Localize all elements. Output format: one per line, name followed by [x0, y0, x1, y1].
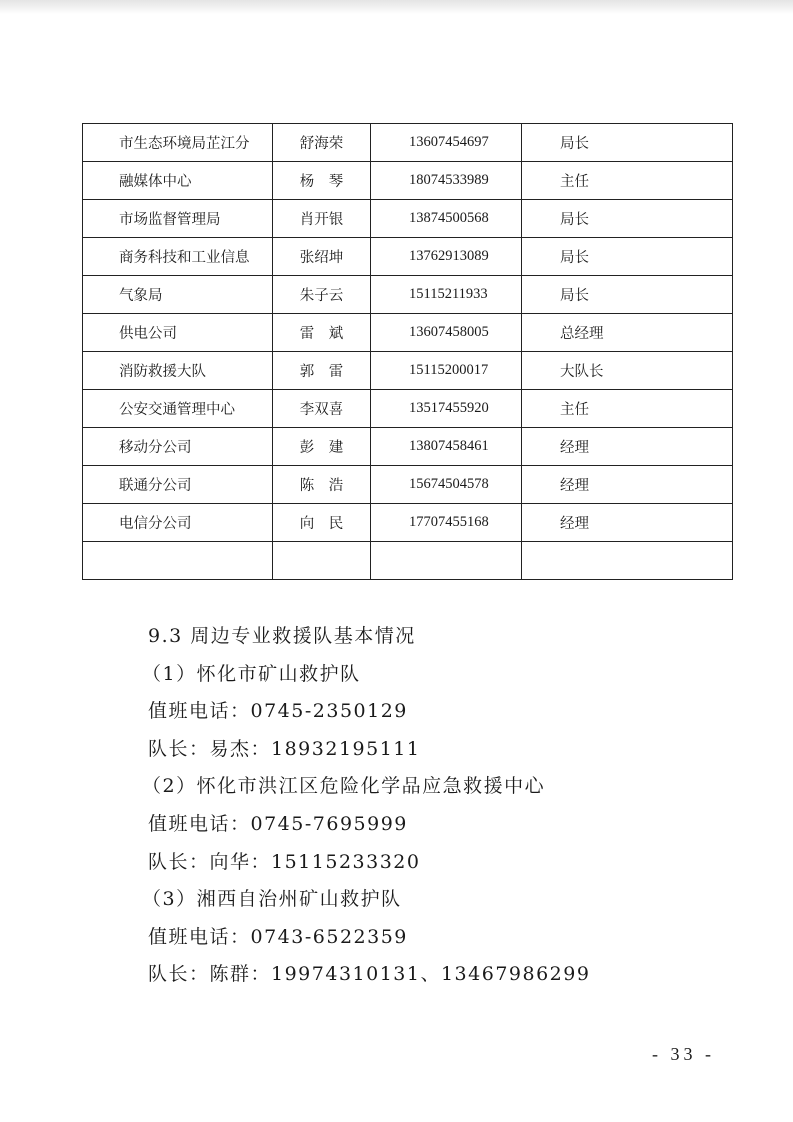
table-cell-role: 局长	[522, 200, 733, 238]
table-cell-phone	[371, 542, 522, 580]
table-cell-person: 张绍坤	[273, 238, 371, 276]
table-cell-role: 经理	[522, 428, 733, 466]
table-cell-phone: 15674504578	[371, 466, 522, 504]
page-number: - 33 -	[652, 1044, 715, 1064]
table-cell-role: 局长	[522, 238, 733, 276]
table-cell-person: 舒海荣	[273, 124, 371, 162]
table-cell-person: 李双喜	[273, 390, 371, 428]
team-duty-phone: 值班电话：0743-6522359	[148, 925, 408, 948]
table-cell-unit: 商务科技和工业信息	[83, 238, 273, 276]
table-row	[83, 314, 733, 352]
table-cell-unit	[83, 542, 273, 580]
team-captain: 队长：易杰：18932195111	[148, 737, 421, 760]
table-cell-person: 肖开银	[273, 200, 371, 238]
table-cell-role: 主任	[522, 390, 733, 428]
table-row	[83, 276, 733, 314]
table-cell-unit: 移动分公司	[83, 428, 273, 466]
table-cell-person: 雷 斌	[273, 314, 371, 352]
rescue-teams-section	[142, 618, 748, 994]
table-row	[83, 504, 733, 542]
table-cell-person: 朱子云	[273, 276, 371, 314]
table-cell-person: 彭 建	[273, 428, 371, 466]
table-cell-role: 主任	[522, 162, 733, 200]
table-row	[83, 200, 733, 238]
contact-table	[82, 123, 733, 580]
table-cell-unit: 电信分公司	[83, 504, 273, 542]
team-name: （1）怀化市矿山救护队	[142, 662, 361, 685]
table-cell-unit: 公安交通管理中心	[83, 390, 273, 428]
table-row	[83, 428, 733, 466]
table-cell-unit: 市场监督管理局	[83, 200, 273, 238]
table-cell-phone: 15115211933	[371, 276, 522, 314]
team-name: （2）怀化市洪江区危险化学品应急救援中心	[142, 775, 546, 798]
team-duty-phone: 值班电话：0745-2350129	[148, 700, 408, 723]
table-row	[83, 238, 733, 276]
table-cell-role: 经理	[522, 466, 733, 504]
table-cell-unit: 气象局	[83, 276, 273, 314]
table-cell-role: 局长	[522, 124, 733, 162]
table-cell-role: 总经理	[522, 314, 733, 352]
table-row	[83, 542, 733, 580]
table-cell-role: 局长	[522, 276, 733, 314]
table-row	[83, 352, 733, 390]
table-cell-phone: 18074533989	[371, 162, 522, 200]
table-cell-phone: 13607454697	[371, 124, 522, 162]
table-cell-phone: 13807458461	[371, 428, 522, 466]
table-cell-unit: 供电公司	[83, 314, 273, 352]
table-cell-role	[522, 542, 733, 580]
table-row	[83, 466, 733, 504]
table-cell-phone: 13762913089	[371, 238, 522, 276]
section-heading: 9.3 周边专业救援队基本情况	[148, 625, 416, 647]
table-cell-unit: 市生态环境局芷江分	[83, 124, 273, 162]
table-row	[83, 124, 733, 162]
table-cell-person	[273, 542, 371, 580]
contact-table-body	[83, 124, 733, 580]
table-cell-person: 陈 浩	[273, 466, 371, 504]
table-cell-phone: 17707455168	[371, 504, 522, 542]
table-cell-phone: 13607458005	[371, 314, 522, 352]
table-cell-person: 郭 雷	[273, 352, 371, 390]
table-cell-role: 经理	[522, 504, 733, 542]
team-name: （3）湘西自治州矿山救护队	[142, 888, 402, 911]
table-row	[83, 390, 733, 428]
table-cell-role: 大队长	[522, 352, 733, 390]
table-cell-unit: 联通分公司	[83, 466, 273, 504]
table-cell-unit: 消防救援大队	[83, 352, 273, 390]
table-cell-phone: 13517455920	[371, 390, 522, 428]
table-row	[83, 162, 733, 200]
scan-edge	[0, 0, 793, 14]
table-cell-person: 杨 琴	[273, 162, 371, 200]
table-cell-phone: 15115200017	[371, 352, 522, 390]
table-cell-person: 向 民	[273, 504, 371, 542]
table-cell-unit: 融媒体中心	[83, 162, 273, 200]
team-captain: 队长：向华：15115233320	[148, 850, 421, 873]
table-cell-phone: 13874500568	[371, 200, 522, 238]
team-duty-phone: 值班电话：0745-7695999	[148, 812, 408, 835]
team-captain: 队长：陈群：19974310131、13467986299	[148, 963, 591, 986]
